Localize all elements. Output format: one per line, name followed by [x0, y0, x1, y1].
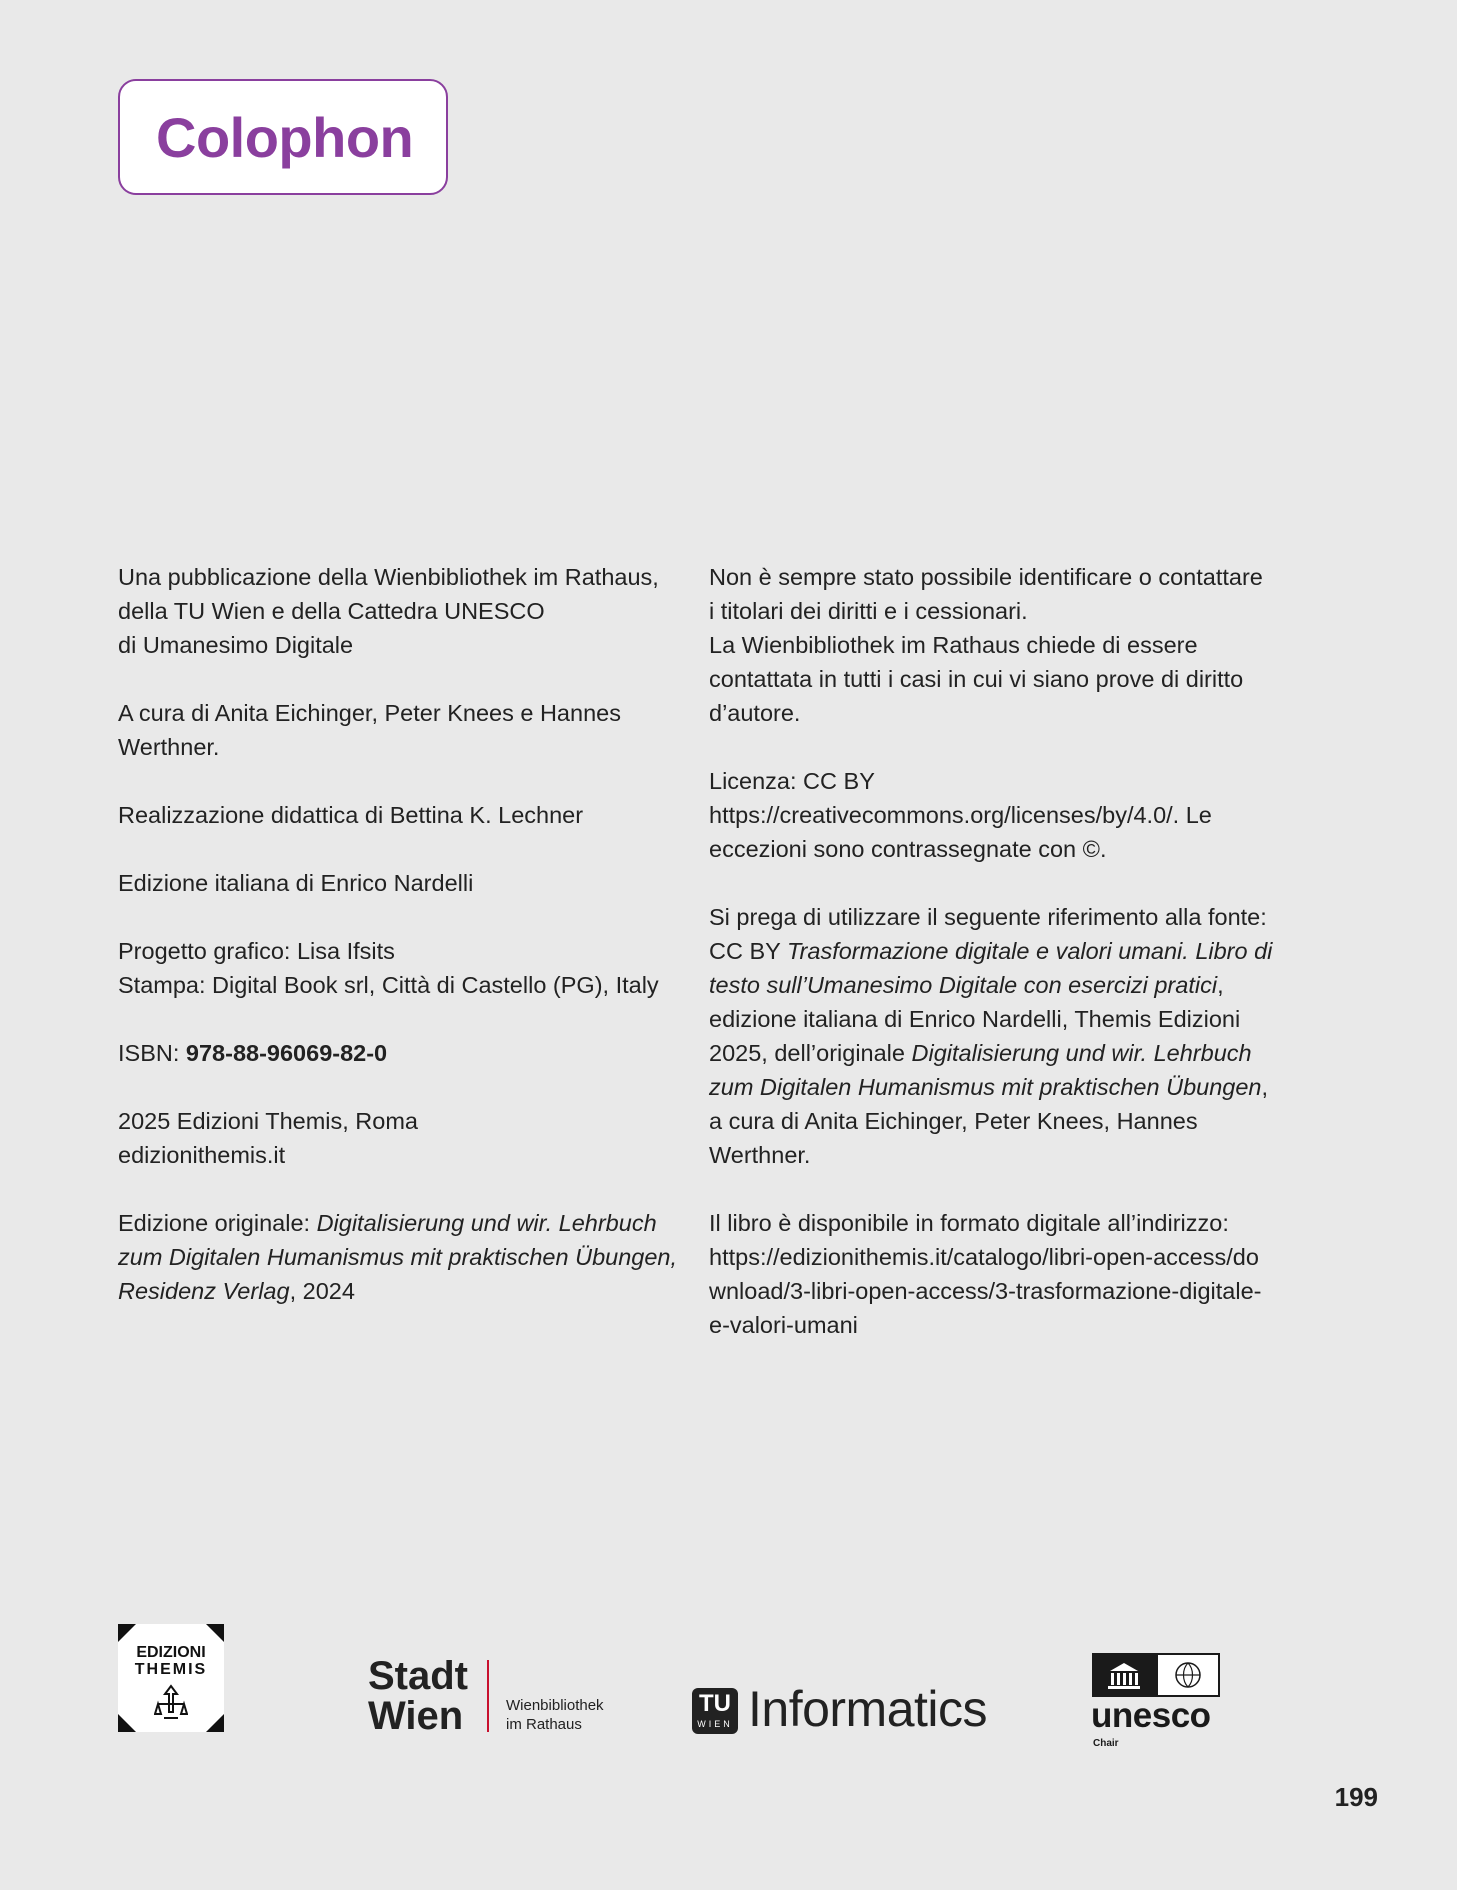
- tu-badge-small: WIEN: [697, 1719, 733, 1729]
- citation: [709, 900, 1274, 1172]
- italian-edition-credit: Edizione italiana di Enrico Nardelli: [118, 870, 474, 896]
- editors-credit: A cura di Anita Eichinger, Peter Knees e Hannes Werthner.: [118, 700, 621, 760]
- original-edition: [118, 1206, 683, 1308]
- themis-line-1: EDIZIONI: [136, 1644, 206, 1661]
- publisher-line: 2025 Edizioni Themis, Roma: [118, 1108, 418, 1134]
- stadt-line-2: Wien: [368, 1694, 464, 1738]
- tu-wien-informatics-logo: [692, 1682, 1012, 1738]
- title-box: [118, 79, 448, 195]
- tu-wien-badge: [692, 1688, 738, 1734]
- unesco-wordmark: unesco: [1091, 1696, 1211, 1735]
- original-label: Edizione originale:: [118, 1210, 317, 1236]
- citation-mid: , edizione italiana di Enrico Nardelli, Themis Edizioni 2025, dell’originale: [709, 972, 1241, 1066]
- printing-credit: Stampa: Digital Book srl, Città di Castello (PG), Italy: [118, 972, 659, 998]
- citation-original: Digitalisierung und wir. Lehrbuch zum Digitalen Humanismus mit praktischen Übungen: [709, 1040, 1262, 1100]
- rights-p2: La Wienbibliothek im Rathaus chiede di essere contattata in tutti i casi in cui vi siano prove di diritto d’autore.: [709, 632, 1244, 726]
- left-column: [118, 560, 683, 1342]
- publication-line-2: della TU Wien e della Cattedra UNESCO: [118, 598, 545, 624]
- citation-intro: Si prega di utilizzare il seguente riferimento alla fonte: CC BY: [709, 904, 1267, 964]
- temple-icon: [1092, 1653, 1156, 1697]
- isbn-label: ISBN:: [118, 1040, 186, 1066]
- stadt-small-1: Wienbibliothek: [506, 1697, 604, 1714]
- publication-line-3: di Umanesimo Digitale: [118, 632, 354, 658]
- unitwin-globe-icon: [1158, 1655, 1218, 1695]
- unesco-chair-logo: [1091, 1652, 1226, 1752]
- citation-title: Trasformazione digitale e valori umani. Libro di testo sull’Umanesimo Digitale con esercizi pratici: [709, 938, 1273, 998]
- publication-line-1: Una pubblicazione della Wienbibliothek im Rathaus,: [118, 564, 659, 590]
- page-title: Colophon: [156, 105, 414, 169]
- unesco-chair-label: Chair: [1093, 1738, 1119, 1749]
- unesco-emblem: [1091, 1652, 1223, 1698]
- stadt-wien-logo: [368, 1656, 618, 1736]
- digital-intro: Il libro è disponibile in formato digitale all’indirizzo:: [709, 1210, 1229, 1236]
- isbn: [118, 1036, 683, 1070]
- tu-badge-text: TU: [699, 1690, 731, 1717]
- didactic-credit: Realizzazione didattica di Bettina K. Lechner: [118, 802, 584, 828]
- graphic-design-credit: Progetto grafico: Lisa Ifsits: [118, 938, 395, 964]
- edizioni-themis-logo: [118, 1624, 224, 1732]
- rights-notice: [709, 560, 1274, 730]
- scales-icon: [154, 1684, 188, 1722]
- stadt-divider: [487, 1660, 489, 1732]
- isbn-value: 978-88-96069-82-0: [185, 1040, 388, 1066]
- page-number: 199: [1334, 1782, 1378, 1812]
- license: Licenza: CC BY https://creativecommons.org/licenses/by/4.0/. Le eccezioni sono contrassegnate con ©.: [709, 768, 1212, 862]
- digital-availability: [709, 1206, 1274, 1342]
- informatics-wordmark: Informatics: [748, 1681, 988, 1737]
- stadt-line-1: Stadt: [368, 1654, 468, 1698]
- original-title: Digitalisierung und wir. Lehrbuch zum Digitalen Humanismus mit praktischen Übungen, Residenz Verlag: [118, 1210, 678, 1304]
- stadt-small-2: im Rathaus: [506, 1716, 582, 1733]
- digital-url: https://edizionithemis.it/catalogo/libri-open-access/download/3-libri-open-access/3-trasformazione-digitale-e-valori-umani: [709, 1244, 1262, 1338]
- publication-credit: [118, 560, 683, 662]
- publisher: [118, 1104, 683, 1172]
- citation-end: , a cura di Anita Eichinger, Peter Knees, Hannes Werthner.: [709, 1074, 1269, 1168]
- original-year: , 2024: [289, 1278, 355, 1304]
- rights-p1: Non è sempre stato possibile identificare o contattare i titolari dei diritti e i cessionari.: [709, 564, 1263, 624]
- production-credits: [118, 934, 683, 1002]
- themis-line-2: THEMIS: [134, 1661, 208, 1678]
- right-column: [709, 560, 1274, 1376]
- publisher-site: edizionithemis.it: [118, 1142, 286, 1168]
